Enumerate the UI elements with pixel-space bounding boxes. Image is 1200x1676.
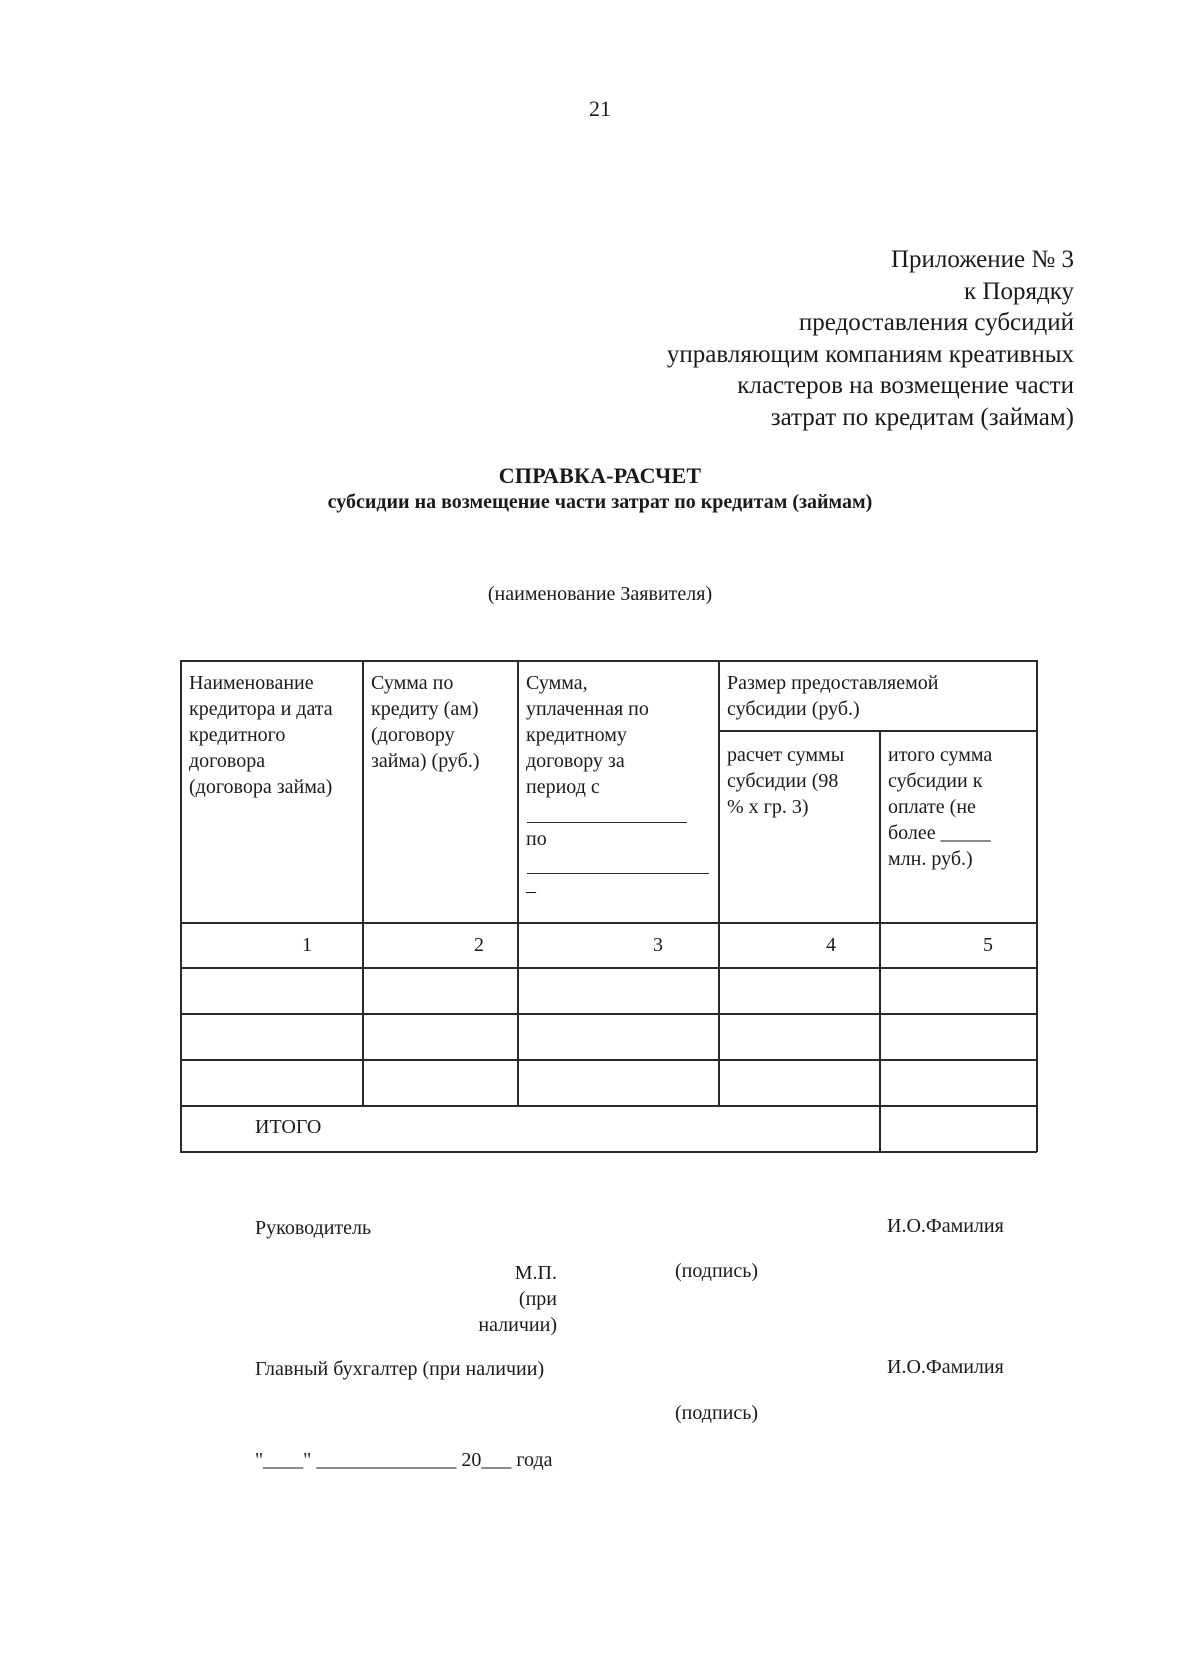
- document-title: СПРАВКА-РАСЧЕТ: [498, 463, 702, 488]
- table-row-divider: [180, 1105, 1037, 1107]
- column-number: 4: [826, 934, 836, 956]
- column-number: 5: [983, 934, 993, 956]
- applicant-name-caption: (наименование Заявителя): [487, 583, 713, 605]
- annex-reference: [667, 244, 1074, 433]
- period-to-label: по: [526, 828, 547, 850]
- column-number: 2: [474, 934, 484, 956]
- annex-line: к Порядку: [964, 277, 1074, 305]
- table-border-top: [180, 660, 1037, 662]
- document-subtitle: субсидии на возмещение части затрат по кредитам (займам): [327, 491, 873, 513]
- accountant-label: Главный бухгалтер (при наличии): [255, 1358, 545, 1380]
- total-label: ИТОГО: [255, 1116, 322, 1138]
- col5-header: итого сумма субсидии к оплате (не более _____ млн. руб.): [888, 744, 993, 870]
- date-line: "____" ______________ 20___ года: [255, 1449, 553, 1471]
- page-number: 21: [589, 96, 611, 121]
- table-subheader-divider: [719, 730, 1037, 732]
- col3-header: Сумма, уплаченная по кредитному договору за период с: [526, 672, 649, 798]
- annex-line: управляющим компаниям креативных: [666, 340, 1074, 368]
- accountant-name: И.О.Фамилия: [887, 1356, 1004, 1378]
- annex-line: кластеров на возмещение части: [737, 372, 1074, 399]
- col45-group-header: Размер предоставляемой субсидии (руб.): [727, 672, 939, 720]
- table-row-divider: [180, 1059, 1037, 1061]
- table-column-divider: [879, 730, 881, 1152]
- table-header-bottom: [180, 922, 1037, 924]
- annex-line: предоставления субсидий: [798, 309, 1074, 336]
- signature-caption: (подпись): [675, 1402, 759, 1424]
- table-column-divider: [362, 660, 364, 1106]
- column-number: 1: [302, 934, 312, 956]
- head-label: Руководитель: [255, 1217, 372, 1239]
- table-row-divider: [180, 967, 1037, 969]
- col1-header: Наименование кредитора и дата кредитного договора (договора займа): [189, 672, 333, 798]
- period-from-blank: [527, 822, 687, 823]
- stamp-placeholder: М.П. (при наличии): [478, 1262, 557, 1336]
- table-border-right: [1036, 660, 1038, 1152]
- table-border-bottom: [180, 1151, 1037, 1153]
- col4-header: расчет суммы субсидии (98 % x гр. 3): [727, 744, 845, 818]
- signature-caption: (подпись): [675, 1260, 759, 1282]
- table-row-divider: [180, 1013, 1037, 1015]
- table-column-divider: [718, 660, 720, 1106]
- table-border-left: [180, 660, 182, 1152]
- period-to-blank: [527, 873, 709, 874]
- col2-header: Сумма по кредиту (ам) (договору займа) (руб.): [371, 672, 480, 772]
- annex-line: затрат по кредитам (займам): [770, 403, 1074, 431]
- table-column-divider: [517, 660, 519, 1106]
- head-name: И.О.Фамилия: [887, 1215, 1004, 1237]
- annex-line: Приложение № 3: [890, 246, 1074, 273]
- column-number: 3: [653, 934, 663, 956]
- period-dash: –: [526, 880, 536, 902]
